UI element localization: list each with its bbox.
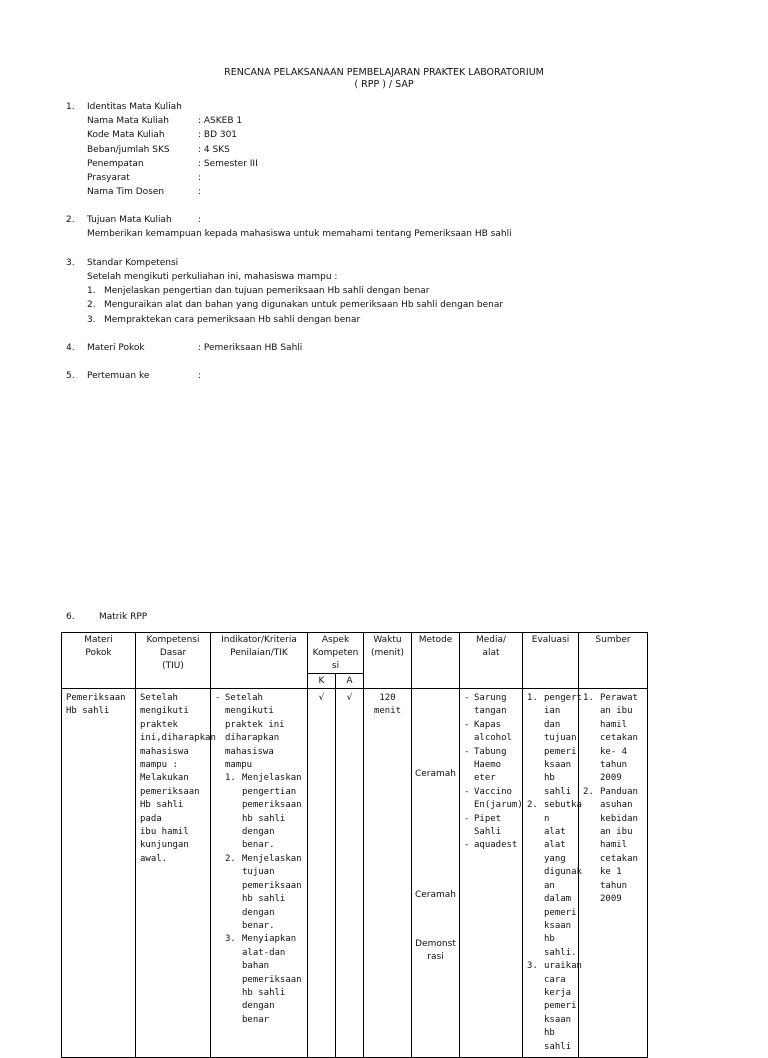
rpp-matrix-table: [61, 632, 648, 1058]
identitas-field-label: Kode Mata Kuliah: [87, 130, 165, 140]
cell-media-alat: [460, 689, 523, 1058]
kompetensi-item-number: 1.: [87, 286, 96, 296]
header-k: K: [308, 674, 336, 689]
section-2-colon: :: [198, 215, 202, 225]
cell-sumber: [579, 689, 648, 1058]
evaluasi-item-text: pengert ian dan tujuan pemeri ksaan hb sahli: [544, 693, 582, 797]
section-2-text: Memberikan kemampuan kepada mahasiswa untuk memahami tentang Pemeriksaan HB sahli: [87, 229, 512, 239]
evaluasi-item-number: 3.: [527, 961, 538, 972]
evaluasi-item: [527, 960, 582, 1054]
header-sumber: Sumber: [579, 633, 648, 689]
media-item: - Kapas alcohol: [464, 719, 518, 746]
cell-indikator: [211, 689, 308, 1058]
identitas-field-value: :: [198, 173, 202, 183]
cell-k-check: √: [308, 689, 336, 1058]
sumber-item-text: Perawat an ibu hamil cetakan ke- 4 tahun 2009: [600, 693, 638, 784]
document-subtitle: ( RPP ) / SAP: [354, 79, 414, 90]
identitas-field-value: :: [198, 187, 202, 197]
sumber-item: [583, 786, 643, 907]
indikator-intro: - Setelah mengikuti praktek ini diharapkan mahasiswa mampu: [215, 692, 303, 772]
section-3-label: Standar Kompetensi: [87, 258, 179, 268]
evaluasi-item-text: sebutka n alat alat yang digunak an dalam pemeri ksaan hb sahli.: [544, 800, 582, 958]
media-list: [464, 692, 523, 853]
evaluasi-list: [527, 692, 582, 1054]
sumber-item: [583, 692, 643, 786]
section-5-label: Pertemuan ke: [87, 371, 150, 381]
indikator-item: [225, 853, 303, 933]
header-waktu: Waktu (menit): [364, 633, 412, 689]
identitas-field-label: Prasyarat: [87, 173, 130, 183]
identitas-field-value: : ASKEB 1: [198, 116, 243, 126]
media-item: - Tabung Haemo eter: [464, 746, 518, 786]
section-1-label: Identitas Mata Kuliah: [87, 102, 182, 112]
indikator-item-text: Menyiapkan alat-dan bahan pemeriksaan hb sahli dengan benar: [242, 934, 302, 1025]
indikator-item-text: Menjelaskan pengertian pemeriksaan hb sahli dengan benar.: [242, 773, 302, 851]
identitas-field-value: : Semester III: [198, 159, 258, 169]
indikator-item-number: 1.: [225, 773, 236, 784]
media-item: - Vaccino En(jarum): [464, 786, 518, 813]
evaluasi-item-number: 1.: [527, 693, 538, 703]
identitas-field-value: : BD 301: [198, 130, 238, 140]
kompetensi-item-text: Menjelaskan pengertian dan tujuan pemeriksaan Hb sahli dengan benar: [104, 286, 430, 296]
sumber-list: [583, 692, 643, 907]
metode-1: Ceramah: [414, 769, 457, 779]
kompetensi-item-number: 3.: [87, 315, 96, 325]
indikator-item-text: Menjelaskan tujuan pemeriksaan hb sahli dengan benar.: [242, 853, 302, 931]
evaluasi-item: [527, 799, 582, 960]
section-4-number: 4.: [66, 343, 75, 353]
sumber-item-number: 1.: [583, 693, 594, 703]
cell-a-check: √: [336, 689, 364, 1058]
header-materi-pokok: Materi Pokok: [62, 633, 136, 689]
evaluasi-item-number: 2.: [527, 800, 538, 811]
identitas-field-label: Nama Tim Dosen: [87, 187, 165, 197]
section-1-number: 1.: [66, 102, 75, 112]
header-indikator: Indikator/Kriteria Penilaian/TIK: [211, 633, 308, 689]
media-item: - Pipet Sahli: [464, 813, 518, 840]
table-header-row: [62, 633, 648, 674]
section-2-label: Tujuan Mata Kuliah: [87, 215, 172, 225]
kompetensi-item-text: Menguraikan alat dan bahan yang digunakan untuk pemeriksaan Hb sahli dengan benar: [104, 300, 504, 310]
identitas-field-value: : 4 SKS: [198, 145, 230, 155]
kompetensi-item-text: Mempraktekan cara pemeriksaan Hb sahli dengan benar: [104, 315, 361, 325]
media-item: - aquadest: [464, 839, 518, 852]
section-6-number: 6.: [66, 612, 75, 622]
header-a: A: [336, 674, 364, 689]
section-4-value: : Pemeriksaan HB Sahli: [198, 343, 303, 353]
section-4-label: Materi Pokok: [87, 343, 145, 353]
section-2-number: 2.: [66, 215, 75, 225]
section-6-label: Matrik RPP: [99, 612, 148, 622]
metode-3: Demonst rasi: [415, 939, 456, 963]
evaluasi-item: [527, 692, 582, 799]
header-metode: Metode: [412, 633, 460, 689]
section-5-number: 5.: [66, 371, 75, 381]
cell-kompetensi-dasar: Setelah mengikuti praktek ini,diharapkan mahasiswa mampu : Melakukan pemeriksaan Hb sahli pada ibu hamil kunjungan awal.: [136, 689, 211, 1058]
indikator-item-number: 2.: [225, 853, 236, 864]
document-title: RENCANA PELAKSANAAN PEMBELAJARAN PRAKTEK LABORATORIUM: [224, 67, 544, 78]
header-evaluasi: Evaluasi: [523, 633, 579, 689]
identitas-field-label: Penempatan: [87, 159, 144, 169]
evaluasi-item-text: uraikan cara kerja pemeri ksaan hb sahli: [544, 961, 582, 1052]
cell-metode: [412, 689, 460, 1058]
indikator-item: [225, 772, 303, 852]
header-kompetensi-dasar: Kompetensi Dasar (TIU): [136, 633, 211, 689]
section-3-number: 3.: [66, 258, 75, 268]
sumber-item-number: 2.: [583, 786, 594, 797]
cell-waktu: 120 menit: [364, 689, 412, 1058]
media-item: - Sarung tangan: [464, 692, 518, 719]
cell-evaluasi: [523, 689, 582, 1058]
indikator-item-number: 3.: [225, 934, 236, 945]
kompetensi-item-number: 2.: [87, 300, 96, 310]
identitas-field-label: Beban/jumlah SKS: [87, 145, 170, 155]
sumber-item-text: Panduan asuhan kebidan an ibu hamil cetakan ke 1 tahun 2009: [600, 786, 638, 905]
section-5-value: :: [198, 371, 202, 381]
identitas-field-label: Nama Mata Kuliah: [87, 116, 169, 126]
metode-2: Ceramah: [414, 890, 457, 900]
header-media-alat: Media/ alat: [460, 633, 523, 689]
indikator-item: [225, 933, 303, 1027]
header-aspek-kompetensi: Aspek Kompeten si: [308, 633, 364, 674]
cell-materi-pokok: Pemeriksaan Hb sahli: [62, 689, 136, 1058]
table-row: [62, 689, 648, 1058]
indikator-list: [215, 772, 303, 1027]
section-3-intro: Setelah mengikuti perkuliahan ini, mahasiswa mampu :: [87, 272, 338, 282]
